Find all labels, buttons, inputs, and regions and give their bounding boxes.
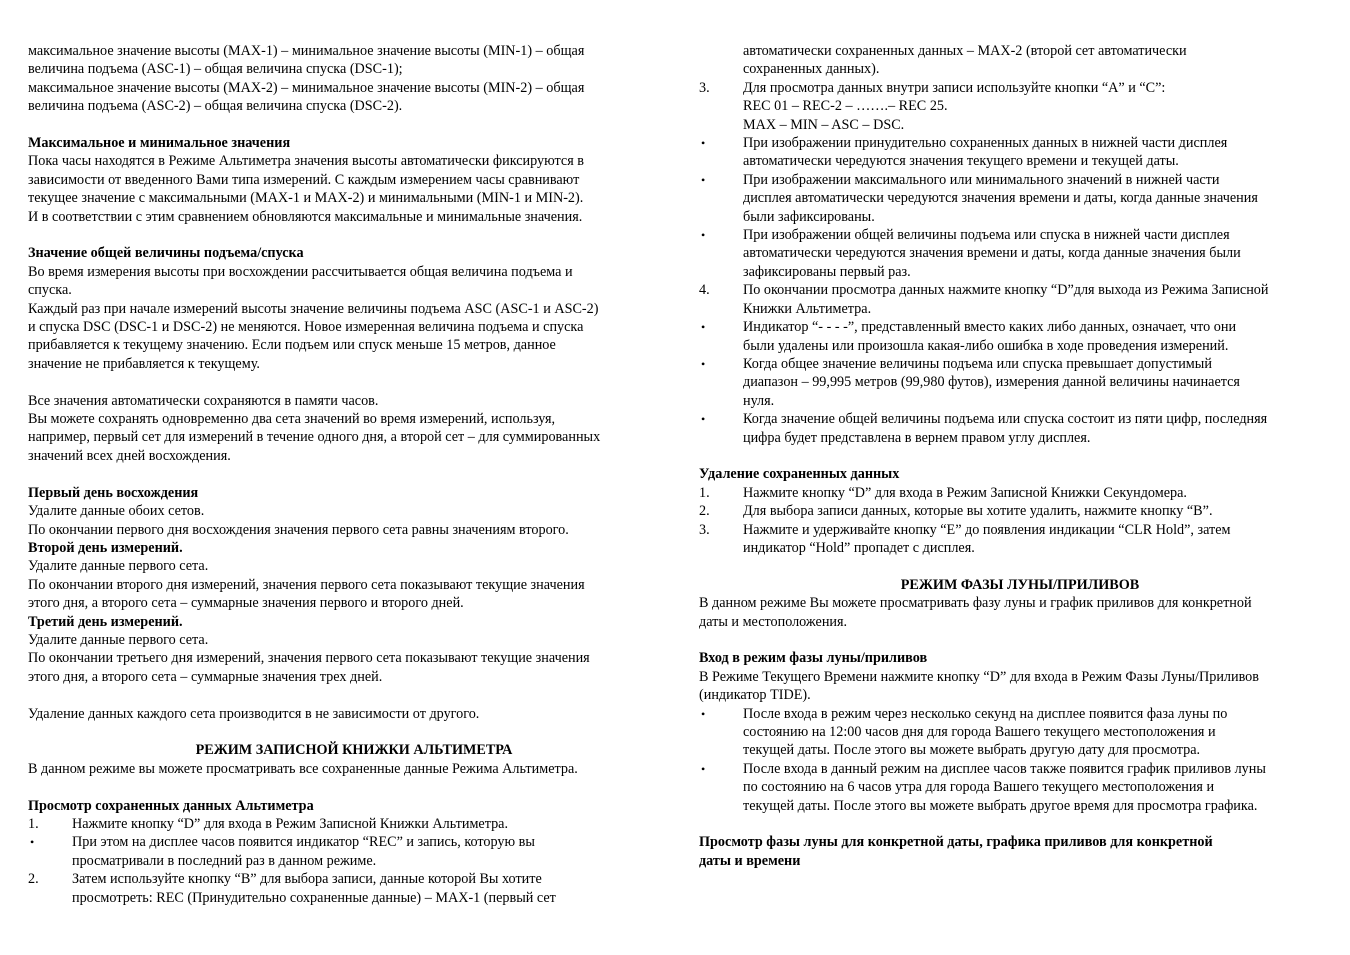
- text-line: Книжки Альтиметра.: [743, 300, 872, 317]
- list-item: [28, 815, 680, 833]
- text-line: Для выбора записи данных, которые вы хотите удалить, нажмите кнопку “B”.: [743, 503, 1213, 520]
- list-marker: 1.: [699, 484, 710, 501]
- text-line: зафиксированы первый раз.: [743, 263, 911, 280]
- section-heading-enter-moon: Вход в режим фазы луны/приливов: [699, 650, 928, 667]
- bullet-marker: •: [701, 228, 706, 243]
- text-line: были зафиксированы.: [743, 208, 875, 225]
- text-line: Пока часы находятся в Режиме Альтиметра значения высоты автоматически фиксируются в: [28, 153, 584, 170]
- section-heading-max-min: Максимальное и минимальное значения: [28, 135, 291, 152]
- text-line: величина подъема (ASC-2) – общая величина спуска (DSC-2).: [28, 98, 403, 115]
- bullet-marker: •: [30, 835, 35, 850]
- text-line: Когда общее значение величины подъема или спуска превышает допустимый: [743, 355, 1212, 372]
- list-item: [699, 171, 1341, 226]
- list-item: [699, 79, 1341, 134]
- text-line: текущее значение с максимальными (MAX-1 и MAX-2) и минимальными (MIN-1 и MIN-2).: [28, 190, 584, 207]
- text-line: даты и местоположения.: [699, 613, 848, 630]
- text-line: зависимости от введенного Вами типа измерений. С каждым измерением часы сравнивают: [28, 171, 580, 188]
- text-line: По окончании третьего дня измерений, значения первого сета показывают текущие значения: [28, 650, 590, 667]
- text-line: Нажмите и удерживайте кнопку “E” до появления индикации “CLR Hold”, затем: [743, 521, 1231, 538]
- text-line: Каждый раз при начале измерений высоты значение величины подъема ASC (ASC-1 и ASC-2): [28, 300, 599, 317]
- text-line: нуля.: [743, 392, 775, 409]
- text-line: максимальное значение высоты (MAX-1) – минимальное значение высоты (MIN-1) – общая: [28, 43, 585, 59]
- text-line: Удаление данных каждого сета производится в не зависимости от другого.: [28, 705, 480, 722]
- text-line: Затем используйте кнопку “B” для выбора записи, данные которой Вы хотите: [72, 871, 542, 888]
- bullet-marker: •: [701, 320, 706, 335]
- text-line: Индикатор “- - - -”, представленный вместо каких либо данных, означает, что они: [743, 319, 1237, 336]
- text-line: текущей даты. После этого вы можете выбрать другое время для просмотра графика.: [743, 797, 1258, 814]
- list-item: [699, 281, 1341, 318]
- text-line: По окончании первого дня восхождения значения первого сета равны значениям второго.: [28, 521, 569, 538]
- text-line: этого дня, а второго сета – суммарные значения первого и второго дней.: [28, 595, 464, 612]
- text-line: спуска.: [28, 282, 72, 299]
- left-column: [28, 42, 680, 907]
- list-item: [699, 502, 1341, 520]
- list-item: [699, 410, 1341, 447]
- text-line: MAX – MIN – ASC – DSC.: [743, 116, 905, 133]
- text-line: величина подъема (ASC-1) – общая величина спуска (DSC-1);: [28, 61, 403, 78]
- text-line: Удалите данные обоих сетов.: [28, 503, 205, 520]
- text-line: цифра будет представлена в вернем правом углу дисплея.: [743, 429, 1091, 446]
- text-line: Все значения автоматически сохраняются в памяти часов.: [28, 392, 379, 409]
- text-line: Нажмите кнопку “D” для входа в Режим Записной Книжки Секундомера.: [743, 484, 1187, 501]
- text-line: максимальное значение высоты (MAX-2) – минимальное значение высоты (MIN-2) – общая: [28, 79, 585, 96]
- section-heading-day3: Третий день измерений.: [28, 613, 183, 630]
- list-item: [699, 760, 1341, 815]
- bullet-marker: •: [701, 706, 706, 721]
- text-line: Удалите данные первого сета.: [28, 558, 209, 575]
- text-line: REC 01 – REC-2 – …….– REC 25.: [743, 98, 948, 115]
- text-line: состоянию на 12:00 часов дня для города Вашего текущего местоположения и: [743, 723, 1216, 740]
- text-line: просмотреть: REC (Принудительно сохраненные данные) – MAX-1 (первый сет: [72, 889, 556, 906]
- text-line: сохраненных данных).: [743, 61, 880, 78]
- text-line: например, первый сет для измерений в течение одного дня, а второй сет – для суммированных: [28, 429, 601, 446]
- text-line: Для просмотра данных внутри записи используйте кнопки “A” и “C”:: [743, 79, 1166, 96]
- section-heading-delete: Удаление сохраненных данных: [699, 466, 900, 483]
- text-line: При этом на дисплее часов появится индикатор “REC” и запись, которую вы: [72, 834, 535, 851]
- text-line: При изображении принудительно сохраненных данных в нижней части дисплея: [743, 135, 1228, 152]
- list-item: [699, 484, 1341, 502]
- text-line: значение не прибавляется к текущему.: [28, 355, 260, 372]
- text-line: В данном режиме вы можете просматривать все сохраненные данные Режима Альтиметра.: [28, 760, 578, 777]
- bullet-marker: •: [701, 761, 706, 776]
- bullet-marker: •: [701, 356, 706, 371]
- text-line: Вы можете сохранять одновременно два сета значений во время измерений, используя,: [28, 411, 556, 428]
- section-heading-view-moon-date: даты и времени: [699, 852, 801, 869]
- text-line: по состоянию на 6 часов утра для города Вашего текущего местоположения и: [743, 779, 1215, 796]
- list-marker: 3.: [699, 521, 710, 538]
- text-line: индикатор “Hold” пропадет с дисплея.: [743, 539, 975, 556]
- text-line: автоматически сохраненных данных – MAX-2 (второй сет автоматически: [743, 43, 1187, 59]
- text-line: И в соответствии с этим сравнением обновляются максимальные и минимальные значения.: [28, 208, 583, 225]
- text-line: (индикатор TIDE).: [699, 687, 811, 704]
- text-line: По окончании просмотра данных нажмите кнопку “D”для выхода из Режима Записной: [743, 282, 1269, 299]
- text-line: После входа в данный режим на дисплее часов также появится график приливов луны: [743, 760, 1266, 777]
- bullet-marker: •: [701, 136, 706, 151]
- text-line: После входа в режим через несколько секунд на дисплее появится фаза луны по: [743, 705, 1228, 722]
- text-line: В Режиме Текущего Времени нажмите кнопку “D” для входа в Режим Фазы Луны/Приливов: [699, 668, 1259, 685]
- text-line: Во время измерения высоты при восхождении рассчитывается общая величина подъема и: [28, 263, 573, 280]
- text-line: Когда значение общей величины подъема или спуска состоит из пяти цифр, последняя: [743, 411, 1268, 428]
- text-line: значений всех дней восхождения.: [28, 447, 231, 464]
- text-line: дисплея автоматически чередуются значения времени и даты, когда данные значения: [743, 190, 1258, 207]
- text-line: По окончании второго дня измерений, значения первого сета показывают текущие значения: [28, 576, 585, 593]
- text-line: этого дня, а второго сета – суммарные значения трех дней.: [28, 668, 383, 685]
- text-line: просматривали в последний раз в данном режиме.: [72, 852, 377, 869]
- text-line: прибавляется к текущему значению. Если подъем или спуск меньше 15 метров, данное: [28, 337, 556, 354]
- text-line: Нажмите кнопку “D” для входа в Режим Записной Книжки Альтиметра.: [72, 815, 509, 832]
- section-heading-view-data: Просмотр сохраненных данных Альтиметра: [28, 797, 314, 814]
- list-item: [699, 226, 1341, 281]
- text-line: автоматически чередуются значения времени и даты, когда данные значения были: [743, 245, 1241, 262]
- text-line: автоматически чередуются значения текущего времени и текущей даты.: [743, 153, 1179, 170]
- text-line: текущей даты. После этого вы можете выбрать другую дату для просмотра.: [743, 742, 1201, 759]
- text-line: Удалите данные первого сета.: [28, 631, 209, 648]
- list-marker: 3.: [699, 79, 710, 96]
- text-line: В данном режиме Вы можете просматривать фазу луны и график приливов для конкретной: [699, 595, 1252, 612]
- list-marker: 2.: [699, 503, 710, 520]
- list-item: [699, 521, 1341, 558]
- bullet-marker: •: [701, 172, 706, 187]
- section-heading-day2: Второй день измерений.: [28, 539, 183, 556]
- section-heading-total: Значение общей величины подъема/спуска: [28, 245, 304, 262]
- section-heading-view-moon-date: Просмотр фазы луны для конкретной даты, графика приливов для конкретной: [699, 834, 1213, 851]
- list-marker: 1.: [28, 815, 39, 832]
- list-item: [699, 134, 1341, 171]
- section-heading-day1: Первый день восхождения: [28, 484, 199, 501]
- list-item: [699, 318, 1341, 355]
- list-item: [699, 705, 1341, 760]
- list-item: [699, 355, 1341, 410]
- text-line: При изображении максимального или минимального значений в нижней части: [743, 171, 1220, 188]
- list-item: [28, 833, 680, 870]
- section-title-moon-tide: РЕЖИМ ФАЗЫ ЛУНЫ/ПРИЛИВОВ: [900, 576, 1140, 593]
- right-column: [699, 42, 1341, 870]
- list-marker: 4.: [699, 282, 710, 299]
- text-line: и спуска DSC (DSC-1 и DSC-2) не меняются. Новое измеренная величина подъема и спуска: [28, 319, 584, 336]
- bullet-marker: •: [701, 412, 706, 427]
- text-line: диапазон – 99,995 метров (99,980 футов), измерения данной величины начинается: [743, 374, 1240, 391]
- list-marker: 2.: [28, 871, 39, 888]
- section-title-altimeter-notebook: РЕЖИМ ЗАПИСНОЙ КНИЖКИ АЛЬТИМЕТРА: [195, 742, 513, 759]
- list-item: [28, 870, 680, 907]
- text-line: При изображении общей величины подъема или спуска в нижней части дисплея: [743, 227, 1230, 244]
- text-line: были удалены или произошла какая-либо ошибка в ходе проведения измерений.: [743, 337, 1229, 354]
